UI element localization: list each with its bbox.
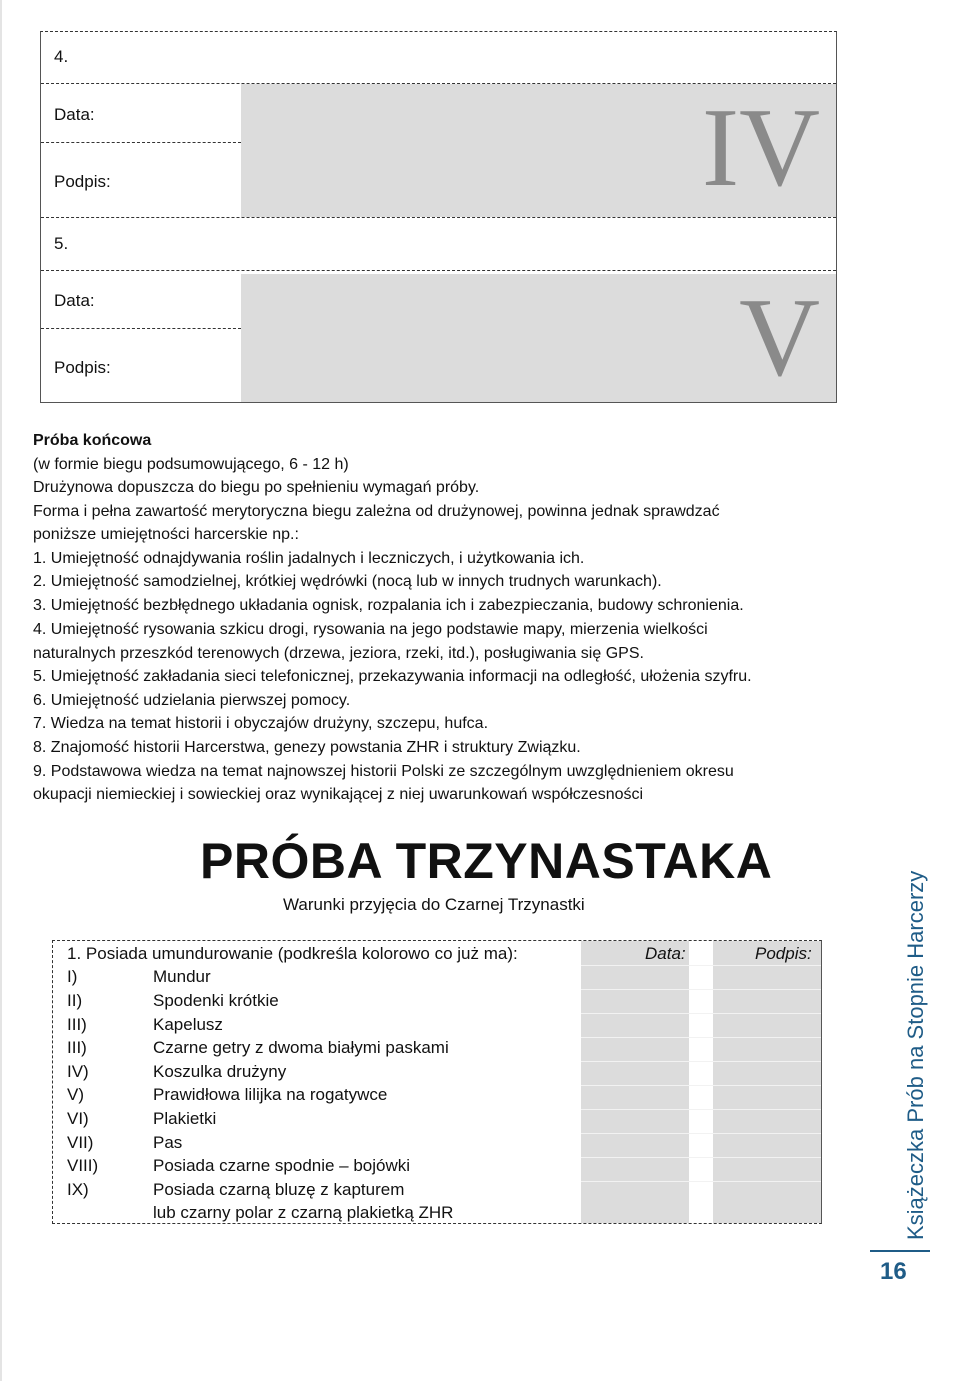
record-number-4: 4. [54,47,69,66]
row-line [581,1133,821,1134]
page-subtitle: Warunki przyjęcia do Czarnej Trzynastki [283,895,585,914]
item-num: I) [67,967,78,986]
row-line [581,965,821,966]
page-title: PRÓBA TRZYNASTAKA [200,833,773,889]
text-line: 5. Umiejętność zakładania sieci telefonicznej, przekazywania informacji na odległość, ułożenia szyfru. [33,668,752,685]
book-title-vertical: Książeczka Prób na Stopnie Harcerzy [903,870,928,1240]
sign-header: Podpis: [755,944,812,963]
item-text: Mundur [153,967,211,986]
item-text: Kapelusz [153,1015,223,1034]
divider [41,217,836,218]
item-text-continued: lub czarny polar z czarną plakietką ZHR [153,1203,454,1222]
item-text: Koszulka drużyny [153,1062,287,1081]
text-line: 6. Umiejętność udzielania pierwszej pomocy. [33,692,351,709]
date-header: Data: [645,944,686,963]
text-line: 1. Umiejętność odnajdywania roślin jadalnych i leczniczych, i użytkowania ich. [33,550,585,567]
item-num: IX) [67,1180,89,1199]
text-line: 3. Umiejętność bezbłędnego układania ognisk, rozpalania ich i zabezpieczania, budowy schronienia. [33,597,744,614]
roman-numeral-4: IV [701,86,820,210]
divider [41,83,836,84]
record-table [40,31,837,403]
item-text: Pas [153,1133,183,1152]
item-num: III) [67,1038,87,1057]
text-line: naturalnych przeszkód terenowych (drzewa, jeziora, rzeki, itd.), posługiwania się GPS. [33,645,644,662]
text-line: 2. Umiejętność samodzielnej, krótkiej wędrówki (nocą lub w innych trudnych warunkach). [33,573,662,590]
sign-label-4: Podpis: [54,172,111,191]
item-text: Prawidłowa lilijka na rogatywce [153,1085,388,1104]
text-line: poniższe umiejętności harcerskie np.: [33,526,299,543]
date-label-5: Data: [54,291,95,310]
item-num: VII) [67,1133,94,1152]
item-num: VIII) [67,1156,99,1175]
item-num: V) [67,1085,84,1104]
item-text: Posiada czarną bluzę z kapturem [153,1180,405,1199]
text-line: (w formie biegu podsumowującego, 6 - 12 h) [33,456,349,473]
item-text: Czarne getry z dwoma białymi paskami [153,1038,449,1057]
row-line [581,1109,821,1110]
text-line: okupacji niemieckiej i sowieckiej oraz wynikającej z niej uwarunkowań współczesności [33,786,644,803]
text-line: 9. Podstawowa wiedza na temat najnowszej historii Polski ze szczególnym uwzględnieniem okresu [33,763,734,780]
item-num: VI) [67,1109,89,1128]
row-line [581,1181,821,1182]
item-num: IV) [67,1062,89,1081]
row-line [581,1013,821,1014]
record-number-5: 5. [54,234,69,253]
item-text: Plakietki [153,1109,217,1128]
item-num: III) [67,1015,87,1034]
row-line [581,1085,821,1086]
item-text: Spodenki krótkie [153,991,279,1010]
text-line: 8. Znajomość historii Harcerstwa, genezy powstania ZHR i struktury Związku. [33,739,581,756]
roman-numeral-5: V [739,276,820,400]
final-test-title: Próba końcowa [33,432,152,449]
divider [41,270,836,271]
item-num: II) [67,991,83,1010]
text-line: 4. Umiejętność rysowania szkicu drogi, rysowania na jego podstawie mapy, mierzenia wielkości [33,621,708,638]
row-line [581,1157,821,1158]
text-line: Forma i pełna zawartość merytoryczna biegu zależna od drużynowej, powinna jednak sprawdzać [33,503,720,520]
page-number-rule [870,1250,930,1252]
item-text: Posiada czarne spodnie – bojówki [153,1156,411,1175]
page-number: 16 [880,1258,907,1285]
text-line: Drużynowa dopuszcza do biegu po spełnieniu wymagań próby. [33,479,480,496]
row-line [581,1037,821,1038]
text-line: 7. Wiedza na temat historii i obyczajów drużyny, szczepu, hufca. [33,715,489,732]
date-label-4: Data: [54,105,95,124]
uniform-intro: 1. Posiada umundurowanie (podkreśla kolorowo co już ma): [67,944,518,963]
sign-label-5: Podpis: [54,358,111,377]
row-line [581,1061,821,1062]
row-line [581,989,821,990]
divider [41,328,241,329]
page-edge [0,0,2,1381]
divider [41,142,241,143]
uniform-table [52,940,822,1224]
